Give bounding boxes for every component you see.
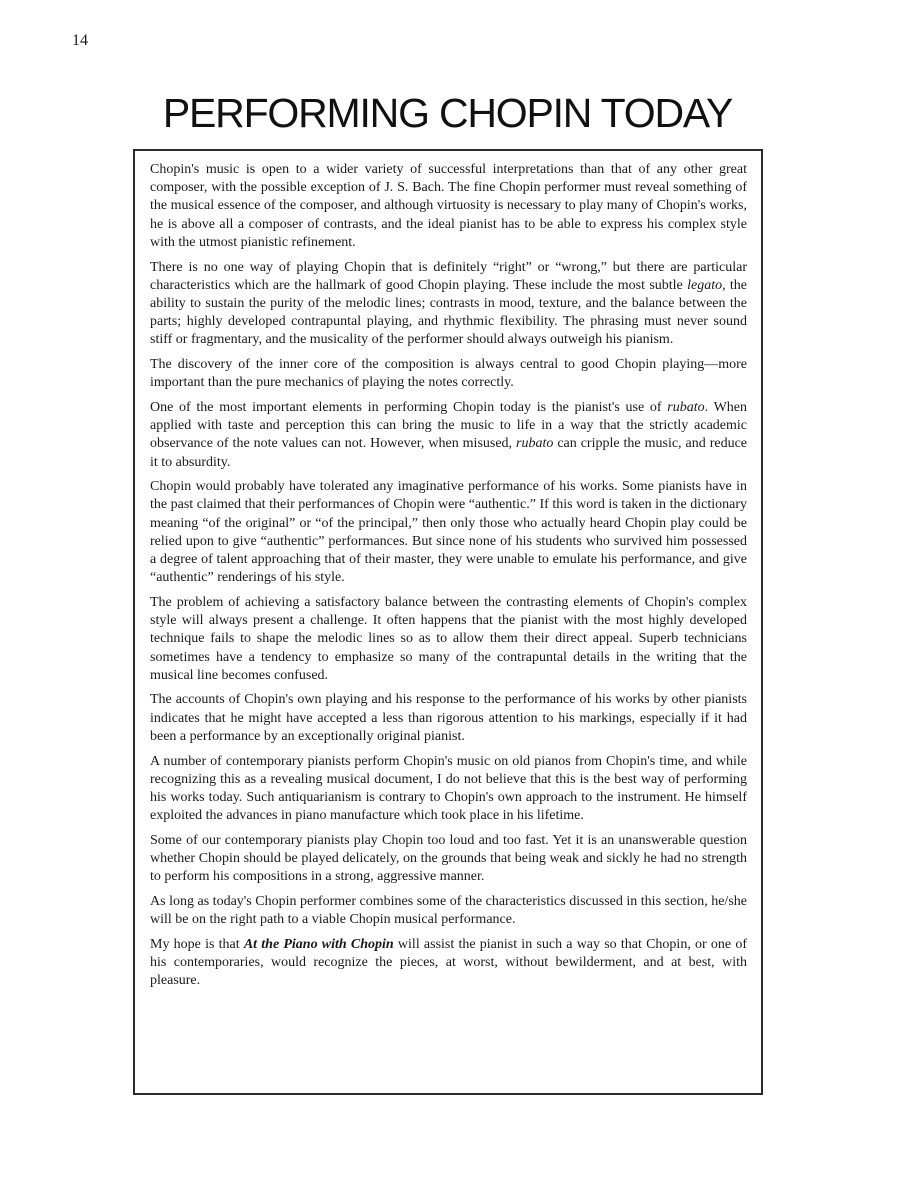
paragraph-11	[150, 936, 747, 991]
paragraph-text: can cripple the music, and reduce it to absurdity.	[150, 436, 747, 470]
page-title: PERFORMING CHOPIN TODAY	[162, 90, 733, 136]
paragraph-6: The problem of achieving a satisfactory balance between the contrasting elements of Chopin's complex style will always present a challenge. It often happens that the pianist with the most highly developed technique fails to shape the melodic lines so as to allow them their direct appeal. Superb technicians sometimes have a tendency to emphasize so many of the contrapuntal details in the writing that the musical line becomes confused.	[150, 594, 747, 683]
paragraph-7: The accounts of Chopin's own playing and his response to the performance of his works by other pianists indicates that he might have accepted a less than rigorous attention to his markings, especially if it had been a performance by an exceptionally original pianist.	[150, 692, 747, 744]
paragraph-9: Some of our contemporary pianists play Chopin too loud and too fast. Yet it is an unanswerable question whether Chopin should be played delicately, on the grounds that being weak and sickly he had no strength to perform his compositions in a strong, aggressive manner.	[150, 832, 747, 885]
paragraph-text: One of the most important elements in performing Chopin today is the pianist's use of	[150, 399, 668, 415]
paragraph-text: will assist the pianist in such a way so that Chopin, or one of his contemporaries, would recognize the pieces, at worst, without bewilderment, and at best, with pleasure.	[150, 936, 747, 989]
paragraph-1: Chopin's music is open to a wider variety of successful interpretations than that of any other great composer, with the possible exception of J. S. Bach. The fine Chopin performer must reveal something of the musical essence of the composer, and although virtuosity is necessary to play many of Chopin's works, he is above all a composer of contrasts, and the ideal pianist has to be able to express his complex style with the utmost pianistic refinement.	[150, 162, 747, 250]
italic-term: legato	[687, 277, 723, 293]
paragraph-10: As long as today's Chopin performer combines some of the characteristics discussed in this section, he/she will be on the right path to a viable Chopin musical performance.	[150, 894, 747, 928]
page-number: 14	[72, 32, 88, 49]
paragraph-5: Chopin would probably have tolerated any imaginative performance of his works. Some pianists have in the past claimed that their performances of Chopin were “authentic.” If this word is taken in the dictionary meaning “of the original” or “of the principal,” then only those who actually heard Chopin play could be relied upon to give “authentic” performances. But since none of his students who survived him possessed a degree of talent approaching that of their master, they were unable to emulate his performance, and give “authentic” renderings of his style.	[150, 479, 747, 586]
paragraph-4	[150, 399, 747, 472]
italic-term: rubato	[667, 399, 705, 415]
italic-term: rubato	[516, 436, 554, 452]
paragraph-2	[150, 259, 747, 350]
book-title-text: At the Piano with Chopin	[243, 936, 394, 952]
paragraph-text: There is no one way of playing Chopin that is definitely “right” or “wrong,” but there are particular characteristics which are the hallmark of good Chopin playing. These include the most subtle	[150, 259, 747, 293]
paragraph-text: My hope is that	[150, 936, 244, 952]
paragraph-8: A number of contemporary pianists perform Chopin's music on old pianos from Chopin's time, and while recognizing this as a revealing musical document, I do not believe that this is the best way of performing his works today. Such antiquarianism is contrary to Chopin's own approach to the instrument. He himself exploited the advances in piano manufacture which took place in his lifetime.	[150, 753, 747, 824]
paragraph-text: , the ability to sustain the purity of the melodic lines; contrasts in mood, texture, and the balance between the parts; highly developed contrapuntal playing, and rhythmic flexibility. The phrasing must never sound stiff or fragmentary, and the musicality of the performer should always outweigh his pianism.	[150, 277, 748, 348]
book-title	[244, 937, 394, 952]
paragraph-text: . When applied with taste and perception this can bring the music to life in a way that the strictly academic observance of the note values can not. However, when misused,	[150, 399, 747, 452]
essay-box	[133, 149, 763, 1095]
paragraph-3: The discovery of the inner core of the composition is always central to good Chopin playing—more important than the pure mechanics of playing the notes correctly.	[150, 357, 747, 391]
